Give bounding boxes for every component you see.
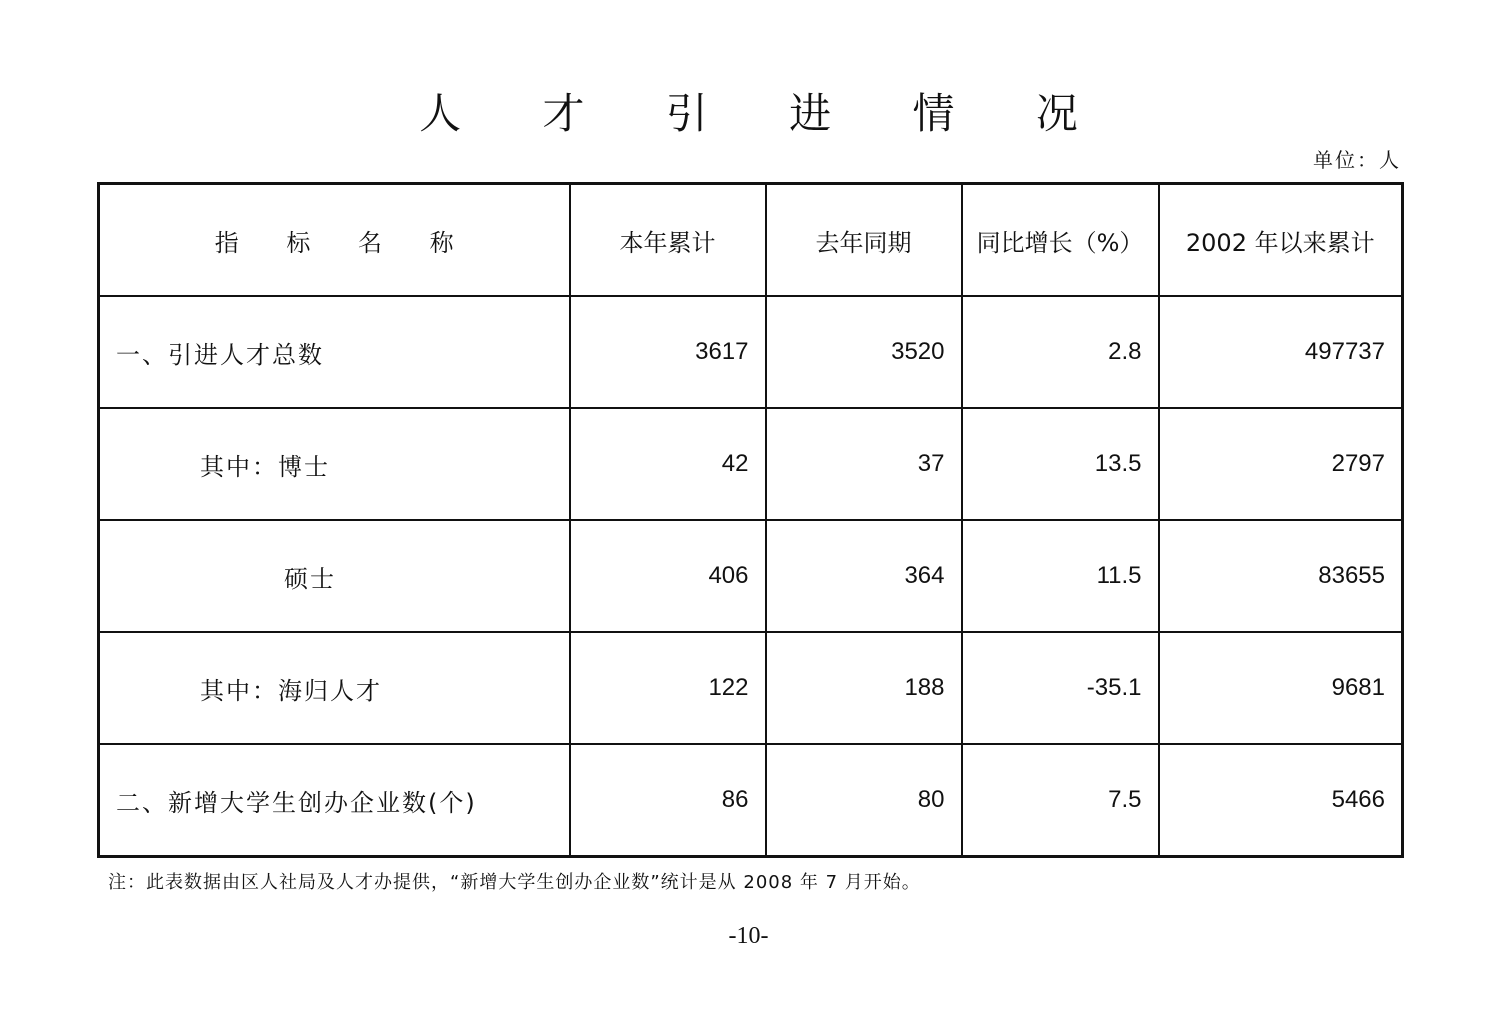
table-cell: 7.5 (962, 744, 1159, 857)
table-cell: 13.5 (962, 408, 1159, 520)
table-cell: 80 (766, 744, 962, 857)
table-cell: 5466 (1159, 744, 1403, 857)
table-cell: 83655 (1159, 520, 1403, 632)
table-cell: 3617 (570, 296, 766, 408)
table-cell: -35.1 (962, 632, 1159, 744)
table-row (99, 744, 1403, 857)
table-header-row (99, 184, 1403, 297)
column-header-cumulative-since-2002: 2002 年以来累计 (1159, 184, 1403, 297)
table-cell: 86 (570, 744, 766, 857)
row-label: 硕士 (99, 520, 570, 632)
table-cell: 2.8 (962, 296, 1159, 408)
page-number: -10- (728, 923, 769, 949)
table-cell: 9681 (1159, 632, 1403, 744)
table-row (99, 520, 1403, 632)
table-cell: 2797 (1159, 408, 1403, 520)
column-header-last-year: 去年同期 (766, 184, 962, 297)
column-header-current-year: 本年累计 (570, 184, 766, 297)
table-cell: 406 (570, 520, 766, 632)
table-cell: 37 (766, 408, 962, 520)
table-cell: 122 (570, 632, 766, 744)
row-label: 其中：海归人才 (99, 632, 570, 744)
table-row (99, 296, 1403, 408)
table-cell: 11.5 (962, 520, 1159, 632)
table-footnote: 注：此表数据由区人社局及人才办提供，“新增大学生创办企业数”统计是从 2008 年 7 月开始。 (108, 872, 921, 893)
row-label: 二、新增大学生创办企业数(个) (99, 744, 570, 857)
page-title: 人 才 引 进 情 况 (419, 89, 1112, 138)
talent-table (97, 182, 1404, 858)
column-header-indicator: 指 标 名 称 (99, 184, 570, 297)
row-label: 一、引进人才总数 (99, 296, 570, 408)
table-cell: 364 (766, 520, 962, 632)
table-cell: 188 (766, 632, 962, 744)
row-label: 其中：博士 (99, 408, 570, 520)
table-cell: 42 (570, 408, 766, 520)
table-cell: 3520 (766, 296, 962, 408)
column-header-yoy-growth: 同比增长（%） (962, 184, 1159, 297)
unit-label: 单位：人 (1313, 148, 1401, 172)
table-row (99, 632, 1403, 744)
table-cell: 497737 (1159, 296, 1403, 408)
table-row (99, 408, 1403, 520)
